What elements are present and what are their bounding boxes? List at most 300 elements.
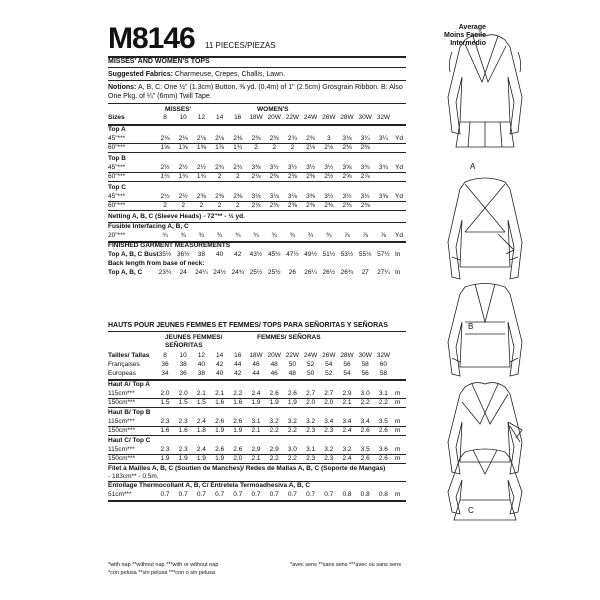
- section-title: Haut C/ Top C: [108, 437, 151, 444]
- meterage-cell: 2.4: [251, 390, 261, 397]
- interfacing-title: Entoilage Thermocollant A, B, C/ Entretela Termoadhesiva A, B, C: [108, 482, 311, 489]
- bust-cell: 47½: [286, 251, 299, 258]
- interfacing-cell: ¾: [216, 232, 223, 239]
- size-cell: 8: [163, 114, 167, 121]
- size-cell: 54: [325, 361, 333, 368]
- sizes-label: Sizes: [108, 114, 125, 121]
- yardage-cell: 1¾: [178, 173, 188, 180]
- yardage-cell: 3⅝: [342, 164, 352, 171]
- yardage-cell: 1¾: [233, 144, 243, 151]
- size-cell: 18W: [249, 114, 263, 121]
- divider: [108, 435, 406, 436]
- meterage-cell: 1.6: [160, 427, 170, 434]
- pattern-number: M8146: [108, 22, 195, 55]
- yardage-cell: 2⅜: [233, 135, 243, 142]
- meterage-cell: 2.0: [306, 399, 316, 406]
- fabric-width-label: 150cm***: [108, 427, 136, 434]
- yardage-cell: 2⅜: [233, 193, 243, 200]
- yardage-cell: 2⅜: [287, 202, 297, 209]
- interfacing-cell: 0.7: [287, 491, 297, 498]
- unit-label: m: [395, 446, 401, 453]
- yardage-cell: 2: [181, 202, 185, 209]
- yardage-cell: 2⅛: [306, 144, 316, 151]
- unit-label: Yd: [395, 193, 403, 200]
- misses-header: MISSES': [165, 106, 192, 113]
- interfacing-cell: 0.7: [251, 491, 261, 498]
- meterage-cell: 3.2: [324, 446, 334, 453]
- meterage-cell: 2.1: [342, 399, 352, 406]
- interfacing-cell: 0.7: [215, 491, 225, 498]
- yardage-cell: 1⅝: [160, 144, 170, 151]
- divider: [108, 152, 406, 153]
- size-cell: 10: [179, 114, 187, 121]
- yardage-cell: 2⅜: [306, 173, 316, 180]
- meterage-cell: 2.9: [269, 446, 279, 453]
- meterage-cell: 3.2: [342, 446, 352, 453]
- back-row-label: Top A, B, C: [108, 269, 143, 276]
- yardage-cell: 2⅜: [306, 202, 316, 209]
- garment-title: MISSES' AND WOMEN'S TOPS: [108, 58, 210, 65]
- unit-label: m: [395, 455, 401, 462]
- interfacing-cell: ¾: [180, 232, 186, 239]
- yardage-cell: 2: [217, 173, 222, 180]
- bust-cell: 35½: [158, 251, 172, 258]
- netting-amount: - 183cm** - 0.5m.: [108, 473, 159, 480]
- interfacing-cell: 0.8: [342, 491, 352, 498]
- size-cell: 22W: [285, 352, 300, 359]
- meterage-cell: 3.1: [378, 390, 388, 397]
- meterage-cell: 1.9: [160, 455, 170, 462]
- unit-label: m: [395, 390, 401, 397]
- size-cell: 24W: [303, 352, 318, 359]
- size-cell: 32W: [376, 352, 391, 359]
- size-cell: 28W: [340, 114, 354, 121]
- yardage-cell: 2¾: [287, 135, 297, 142]
- meterage-cell: 3.1: [306, 446, 316, 453]
- view-a-label: A: [470, 162, 476, 171]
- divider: [108, 379, 406, 381]
- yardage-cell: 2⅜: [287, 173, 297, 180]
- meterage-cell: 1.9: [178, 455, 188, 462]
- unit-label: Yd: [395, 232, 403, 239]
- yardage-cell: 2½: [178, 164, 188, 171]
- yardage-cell: 2: [272, 144, 276, 151]
- size-cell: 52: [325, 370, 333, 377]
- meterage-cell: 1.9: [215, 427, 225, 434]
- meterage-cell: 2.6: [269, 390, 279, 397]
- back-length-cell: 24¾: [231, 269, 245, 276]
- size-cell: 24W: [303, 114, 318, 121]
- pieces-count: 11 PIECES/PIEZAS: [205, 41, 276, 50]
- interfacing-cell: ⅞: [362, 232, 368, 239]
- yardage-cell: 2⅜: [342, 202, 352, 209]
- yardage-cell: 2⅝: [342, 173, 352, 180]
- size-cell: 60: [379, 361, 387, 368]
- yardage-cell: 2½: [160, 164, 170, 171]
- size-cell: 18W: [249, 352, 263, 359]
- unit-label: In: [395, 251, 401, 258]
- meterage-cell: 3.2: [306, 418, 316, 425]
- yardage-cell: 2⅜: [269, 135, 279, 142]
- yardage-cell: 2½: [324, 173, 334, 180]
- yardage-cell: 2⅛: [251, 202, 261, 209]
- meterage-cell: 3.6: [378, 446, 388, 453]
- view-c-peplum-drawing: [448, 449, 522, 520]
- yardage-cell: 2⅛: [160, 135, 170, 142]
- yardage-cell: 3⅛: [287, 193, 297, 200]
- yardage-cell: 2: [235, 202, 240, 209]
- divider: [108, 124, 406, 126]
- yardage-cell: 3¼: [360, 135, 370, 142]
- meterage-cell: 2.2: [287, 427, 297, 434]
- yardage-cell: 2: [163, 202, 167, 209]
- unit-label: m: [395, 399, 401, 406]
- back-length-cell: 24½: [213, 269, 226, 276]
- divider: [108, 210, 406, 211]
- yardage-cell: 3½: [342, 193, 352, 200]
- meterage-cell: 1.5: [160, 399, 170, 406]
- yardage-cell: 3½: [324, 193, 334, 200]
- yardage-cell: 2¾: [215, 164, 225, 171]
- finished-measurements-title: FINISHED GARMENT MEASUREMENTS: [108, 242, 231, 249]
- bust-cell: 38: [197, 251, 205, 258]
- yardage-cell: 2⅜: [269, 173, 279, 180]
- meterage-cell: 3.2: [269, 418, 279, 425]
- yardage-cell: 2: [290, 144, 295, 151]
- back-length-cell: 24: [179, 269, 187, 276]
- yardage-cell: 3⅛: [342, 135, 352, 142]
- yardage-cell: 1⅝: [196, 144, 206, 151]
- view-b-label: B: [468, 322, 474, 331]
- fabric-width-label: 60"***: [108, 173, 126, 180]
- meterage-cell: 2.6: [378, 455, 388, 462]
- netting-line: Filet à Mailles A, B, C (Soutien de Manches)/ Redes de Mallas A, B, C (Soporte de Mangas): [108, 465, 386, 472]
- divider: [108, 500, 406, 502]
- yardage-cell: 2⅜: [324, 202, 334, 209]
- fabric-width-label: 60"***: [108, 144, 126, 151]
- meterage-cell: 2.0: [160, 390, 170, 397]
- meterage-cell: 2.6: [215, 446, 225, 453]
- back-length-cell: 23¾: [158, 269, 172, 276]
- yardage-cell: 3¾: [378, 164, 388, 171]
- meterage-cell: 1.9: [251, 399, 261, 406]
- fabric-width-label: 45"***: [108, 164, 126, 171]
- interfacing-cell: 0.7: [196, 491, 206, 498]
- meterage-cell: 2.1: [251, 455, 261, 462]
- size-cell: 22W: [285, 114, 300, 121]
- interfacing-cell: 0.7: [160, 491, 170, 498]
- yardage-cell: 3⅝: [378, 193, 388, 200]
- meterage-cell: 1.8: [196, 427, 206, 434]
- meterage-cell: 1.5: [196, 399, 206, 406]
- section-title: Haut B/ Top B: [108, 409, 151, 416]
- meterage-cell: 2.4: [196, 418, 206, 425]
- divider: [108, 463, 406, 464]
- yardage-cell: 2⅜: [360, 144, 370, 151]
- view-a-front-drawing: [448, 35, 522, 147]
- unit-label: Yd: [395, 135, 403, 142]
- meterage-cell: 2.2: [287, 455, 297, 462]
- meterage-cell: 3.0: [287, 446, 297, 453]
- size-cell: 30W: [358, 352, 372, 359]
- unit-label: m: [395, 418, 401, 425]
- yardage-cell: 3⅛: [269, 193, 279, 200]
- size-cell: 32W: [376, 114, 391, 121]
- size-cell: 38: [179, 361, 187, 368]
- section-title: Top C: [108, 184, 126, 191]
- yardage-cell: 2⅜: [196, 193, 206, 200]
- section-title: Top B: [108, 155, 126, 162]
- footnote-english: *with nap **without nap ***with or without nap: [108, 562, 219, 568]
- meterage-cell: 1.9: [196, 455, 206, 462]
- size-system-label: Françaises: [108, 361, 140, 368]
- line-drawings: [410, 22, 560, 522]
- meterage-cell: 2.6: [360, 427, 370, 434]
- meterage-cell: 2.9: [251, 446, 261, 453]
- meterage-cell: 2.6: [233, 418, 243, 425]
- size-cell: 28W: [340, 352, 354, 359]
- size-system-label: Tailles/ Tallas: [108, 352, 150, 359]
- size-cell: 8: [163, 352, 167, 359]
- meterage-cell: 2.7: [306, 390, 316, 397]
- notions-line-2: One Pkg. of ¼" (6mm) Twill Tape.: [108, 93, 212, 100]
- size-cell: 36: [179, 370, 187, 377]
- back-length-cell: 26¾: [340, 269, 354, 276]
- fabric-width-label: 150cm***: [108, 399, 136, 406]
- size-cell: 48: [270, 361, 278, 368]
- section-title: Haut A/ Top A: [108, 381, 151, 388]
- meterage-cell: 3.2: [287, 418, 297, 425]
- yardage-cell: 2½: [160, 193, 170, 200]
- fabric-width-label: 45"***: [108, 135, 126, 142]
- size-cell: 10: [179, 352, 187, 359]
- size-cell: 54: [343, 370, 351, 377]
- divider: [108, 181, 406, 182]
- size-cell: 40: [197, 361, 205, 368]
- size-cell: 44: [252, 370, 260, 377]
- meterage-cell: 1.9: [215, 455, 225, 462]
- back-length-cell: 27¼: [377, 269, 390, 276]
- interfacing-width: 51cm***: [108, 491, 132, 498]
- bust-cell: 43½: [249, 251, 263, 258]
- yardage-cell: 3⅛: [251, 193, 261, 200]
- yardage-cell: 2⅞: [360, 173, 370, 180]
- footnote-french: *avec sens **sans sens ***avec ou sans sens: [290, 562, 401, 568]
- section-title: Top A: [108, 126, 126, 133]
- meterage-cell: 2.3: [324, 455, 334, 462]
- yardage-cell: 3: [326, 135, 331, 142]
- yardage-cell: 3½: [306, 164, 316, 171]
- yardage-cell: 2⅛: [196, 135, 206, 142]
- size-cell: 20W: [267, 352, 281, 359]
- meterage-cell: 2.6: [287, 390, 297, 397]
- size-cell: 46: [270, 370, 278, 377]
- size-cell: 20W: [267, 114, 281, 121]
- unit-label: m: [395, 491, 401, 498]
- fabric-width-label: 150cm***: [108, 455, 136, 462]
- interfacing-cell: 0.7: [324, 491, 334, 498]
- fabrics-label: Suggested Fabrics:: [108, 71, 173, 78]
- size-cell: 44: [234, 361, 242, 368]
- size-cell: 42: [215, 361, 224, 368]
- notions-line-1: [108, 83, 403, 92]
- size-cell: 34: [161, 370, 169, 377]
- size-cell: 50: [306, 370, 315, 377]
- meterage-cell: 2.2: [233, 390, 243, 397]
- interfacing-cell: 0.8: [378, 491, 388, 498]
- divider: [108, 67, 406, 68]
- meterage-cell: 2.2: [378, 399, 388, 406]
- meterage-cell: 3.4: [324, 418, 334, 425]
- meterage-cell: 1.6: [215, 399, 225, 406]
- meterage-cell: 1.6: [178, 427, 188, 434]
- meterage-cell: 2.2: [269, 427, 279, 434]
- yardage-cell: 2: [199, 202, 204, 209]
- size-cell: 52: [306, 361, 315, 368]
- meterage-cell: 2.6: [233, 446, 243, 453]
- divider: [108, 331, 406, 332]
- unit-label: m: [395, 427, 401, 434]
- meterage-cell: 2.3: [306, 455, 316, 462]
- back-length-cell: 26: [288, 269, 296, 276]
- yardage-cell: 3½: [360, 193, 370, 200]
- size-cell: 46: [252, 361, 260, 368]
- femmes-header: FEMMES/ SEÑORAS: [257, 334, 321, 341]
- meterage-cell: 2.7: [324, 390, 334, 397]
- yardage-cell: 3⅜: [306, 193, 316, 200]
- yardage-cell: 3¾: [360, 164, 370, 171]
- meterage-cell: 1.6: [233, 399, 243, 406]
- back-length-cell: 26¼: [304, 269, 317, 276]
- size-cell: 26W: [322, 114, 336, 121]
- divider: [108, 407, 406, 408]
- netting-line: Netting A, B, C (Sleeve Heads) - 72"** - ½ yd.: [108, 213, 245, 220]
- meterage-cell: 1.9: [269, 399, 279, 406]
- yardage-cell: 3½: [287, 164, 297, 171]
- size-cell: 16: [234, 352, 242, 359]
- interfacing-cell: ¾: [235, 232, 241, 239]
- interfacing-cell: ¾: [271, 232, 277, 239]
- jeunes-header-2: SEÑORITAS: [165, 342, 203, 349]
- back-length-cell: 27: [361, 269, 369, 276]
- meterage-cell: 2.4: [196, 446, 206, 453]
- size-cell: 14: [215, 352, 224, 359]
- interfacing-cell: ⅞: [344, 232, 350, 239]
- bust-cell: 51½: [322, 251, 336, 258]
- meterage-cell: 2.6: [360, 455, 370, 462]
- womens-header: WOMEN'S: [257, 106, 289, 113]
- meterage-cell: 3.4: [342, 418, 352, 425]
- bust-cell: 40: [215, 251, 224, 258]
- meterage-cell: 2.9: [342, 390, 352, 397]
- meterage-cell: 2.2: [360, 399, 370, 406]
- yardage-cell: 2⅜: [215, 193, 225, 200]
- size-cell: 36: [161, 361, 169, 368]
- interfacing-cell: 0.7: [306, 491, 316, 498]
- meterage-cell: 2.3: [306, 427, 316, 434]
- yardage-cell: 1¾: [160, 173, 170, 180]
- yardage-cell: 1¾: [196, 173, 206, 180]
- bust-cell: 49½: [304, 251, 317, 258]
- size-cell: 58: [361, 361, 369, 368]
- interfacing-cell: ¾: [162, 232, 168, 239]
- interfacing-cell: ¾: [289, 232, 296, 239]
- fabrics-text: Charmeuse, Crepes, Challis, Lawn.: [174, 71, 286, 78]
- view-b-front-drawing: [448, 284, 522, 377]
- size-cell: 58: [379, 370, 387, 377]
- meterage-cell: 1.9: [233, 427, 243, 434]
- view-c-label: C: [468, 506, 474, 515]
- size-cell: 42: [234, 370, 242, 377]
- meterage-cell: 2.0: [324, 399, 334, 406]
- bust-cell: 45½: [267, 251, 281, 258]
- meterage-cell: 3.4: [360, 418, 370, 425]
- yardage-cell: 2: [235, 173, 240, 180]
- yardage-cell: 2: [217, 202, 222, 209]
- meterage-cell: 2.6: [378, 427, 388, 434]
- yardage-cell: 2⅜: [269, 202, 279, 209]
- fabric-width-label: 115cm***: [108, 418, 135, 425]
- divider: [108, 103, 406, 104]
- view-b-back-drawing: [448, 178, 522, 279]
- size-cell: 50: [288, 361, 296, 368]
- yardage-cell: 2⅛: [178, 135, 188, 142]
- meterage-cell: 3.0: [360, 390, 370, 397]
- yardage-cell: 3½: [324, 164, 334, 171]
- size-system-label: Europeas: [108, 370, 136, 377]
- size-cell: 12: [197, 352, 205, 359]
- interfacing-cell: ⅞: [380, 232, 387, 239]
- size-cell: 56: [343, 361, 351, 368]
- size-cell: 38: [197, 370, 205, 377]
- interfacing-title: Fusible Interfacing A, B, C: [108, 223, 189, 230]
- meterage-cell: 1.5: [178, 399, 188, 406]
- meterage-cell: 2.3: [178, 446, 188, 453]
- difficulty-en: Average: [458, 24, 486, 31]
- meterage-cell: 2.1: [215, 390, 225, 397]
- fabrics-line: [108, 70, 285, 79]
- yardage-cell: 2¾: [233, 164, 243, 171]
- size-cell: 14: [215, 114, 224, 121]
- meterage-cell: 2.3: [324, 427, 334, 434]
- bust-cell: 53½: [340, 251, 354, 258]
- interfacing-cell: ¾: [326, 232, 332, 239]
- meterage-cell: 1.9: [287, 399, 297, 406]
- bust-cell: 55½: [358, 251, 372, 258]
- unit-label: In: [395, 269, 401, 276]
- bust-cell: 36½: [176, 251, 190, 258]
- meterage-cell: 3.1: [251, 418, 261, 425]
- back-length-cell: 25½: [249, 269, 263, 276]
- meterage-cell: 2.3: [160, 446, 170, 453]
- meterage-cell: 2.3: [160, 418, 170, 425]
- meterage-cell: 2.3: [178, 418, 188, 425]
- bust-cell: 42: [234, 251, 242, 258]
- yardage-cell: 3⅜: [251, 164, 261, 171]
- yardage-cell: 1⅝: [178, 144, 188, 151]
- meterage-cell: 2.0: [233, 455, 243, 462]
- back-length-cell: 25½: [267, 269, 281, 276]
- yardage-cell: 2⅜: [360, 202, 370, 209]
- size-cell: 56: [361, 370, 369, 377]
- size-cell: 30W: [358, 114, 372, 121]
- meterage-cell: 2.4: [342, 455, 352, 462]
- interfacing-cell: ¾: [198, 232, 205, 239]
- yardage-cell: 2: [254, 144, 258, 151]
- size-cell: 26W: [322, 352, 336, 359]
- notions-text-1: A, B, C: One ½" (1.3cm) Button, ⅜ yd. (0.4m) of 1" (2.5cm) Grosgrain Ribbon. B: Also: [137, 84, 403, 91]
- yardage-cell: 2½: [196, 164, 206, 171]
